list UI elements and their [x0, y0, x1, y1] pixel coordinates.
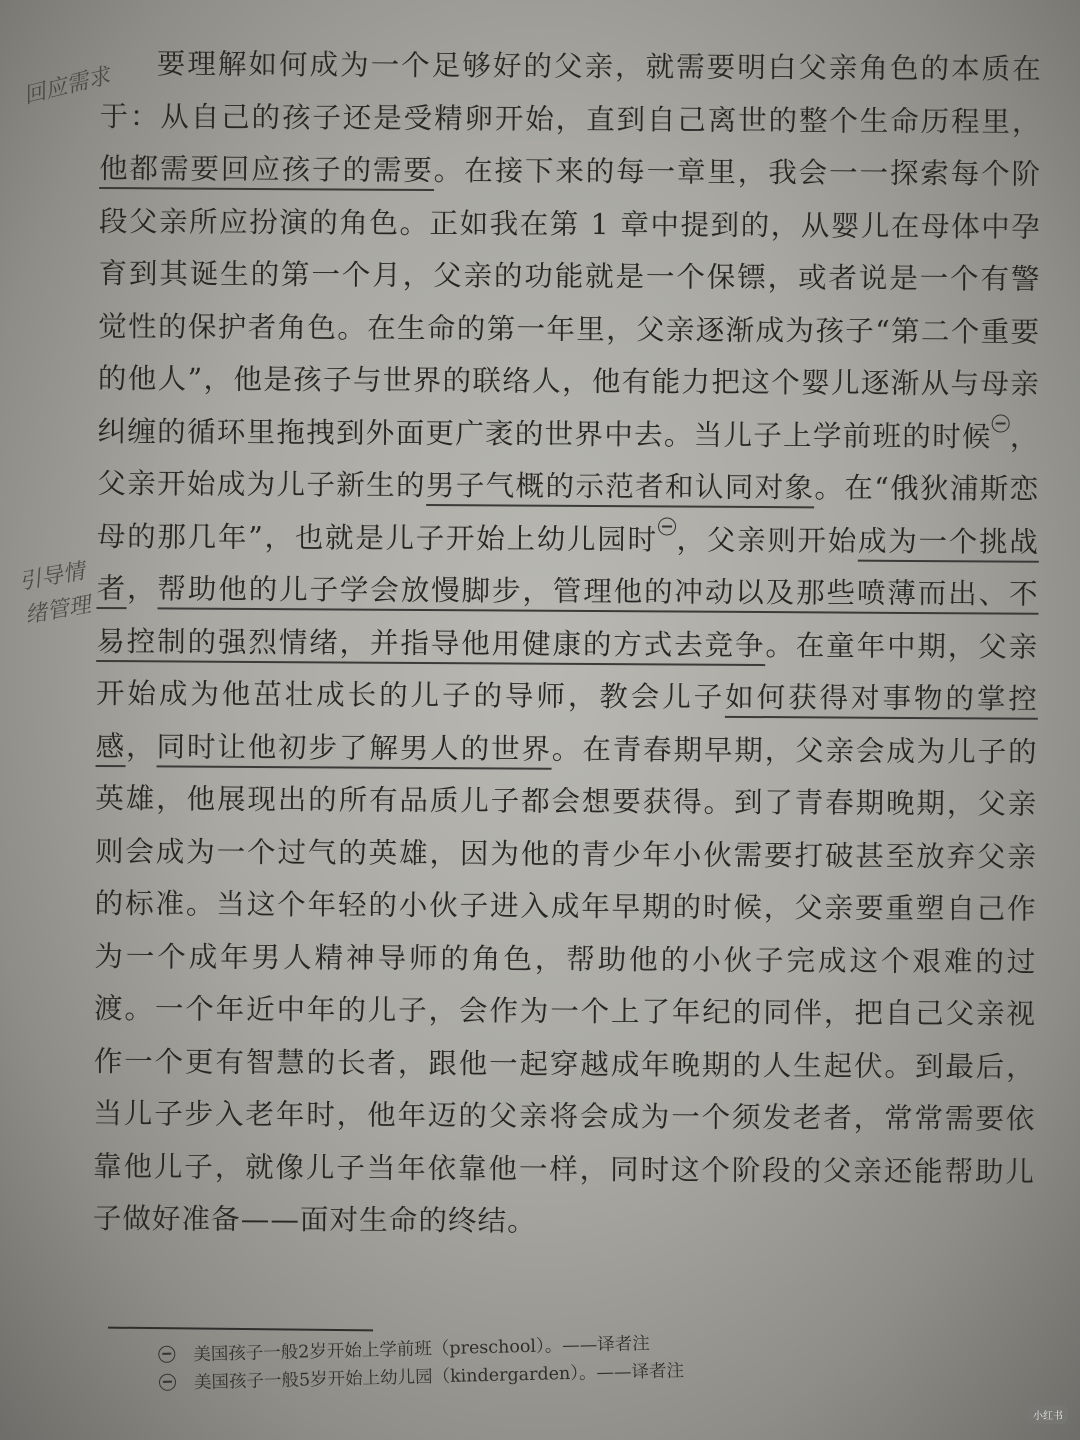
text-segment: 。在青春期早期，父亲会成为儿子的英雄，他展现出的所有品质儿子都会想要获得。到了青春期晚期，父亲则会成为一个过气的英雄，因为他的青少年小伙需要打破甚至放弃父亲的标准。当这个年轻的小伙子进入成年早期的时候，父亲要重塑自己作为一个成年男人精神导师的角色，帮助他的小伙子完成这个艰难的过渡。一个年近中年的儿子，会作为一个上了年纪的同伴，把自己父亲视作一个更有智慧的长者，跟他一起穿越成年晚期的人生起伏。到最后，当儿子步入老年时，他年迈的父亲将会成为一个须发老者，常常需要依靠他儿子，就像儿子当年依靠他一样，同时这个阶段的父亲还能帮助儿子做好准备——面对生命的终结。	[92, 732, 1038, 1238]
footnote-text: 美国孩子一般5岁开始上幼儿园（kindergarden）。	[193, 1363, 597, 1394]
handwritten-note-emotion: 引导情绪管理	[17, 559, 93, 629]
footnote-text: 美国孩子一般2岁开始上学前班（preschool）。	[193, 1336, 563, 1366]
underlined-text: 男子气概的示范者和认同对象	[426, 469, 815, 508]
text-segment: ，父亲则开始	[675, 523, 859, 558]
footnote-circle-icon	[158, 1346, 175, 1363]
main-paragraph	[93, 38, 1042, 1251]
text-segment: ，	[126, 572, 158, 606]
text-segment: 。在接下来的每一章里，我会一一探索每个阶段父亲所应扮演的角色。正如我在第 1 章中提到的，从婴儿在母体中孕育到其诞生的第一个月，父亲的功能就是一个保镖，或者说是一个有警觉性的保护者角色。在生命的第一年里，父亲逐渐成为孩子“第二个重要的他人”，他是孩子与世界的联络人，他有能力把这个婴儿逐渐从与母亲纠缠的循环里拖拽到外面更广袤的世界中去。当儿子上学前班的时候	[97, 154, 1042, 453]
text-segment: 。在“俄狄浦斯恋母的那几年”，也就是儿子开始上幼儿园时	[96, 471, 1040, 556]
footnote-circle-icon	[159, 1374, 176, 1391]
footnote-marker-1	[992, 414, 1010, 432]
footnotes	[158, 1325, 859, 1398]
footnote-marker-2	[658, 517, 676, 535]
underlined-text: 如何获得对事物的掌控感	[96, 681, 1039, 767]
underlined-text: 同时让他初步了解男人的世界	[156, 730, 552, 769]
footnote-credit: ——译者注	[562, 1333, 650, 1357]
text-segment: ，父亲开始成为儿子新生的	[97, 420, 1040, 502]
underlined-text: 帮助他的儿子学会放慢脚步，管理他的冲动以及那些喷薄而出、不易控制的强烈情绪，并指导他用健康的方式去竞争	[96, 572, 1039, 665]
text-segment: 。在童年中期，父亲开始成为他茁壮成长的儿子的导师，教会儿子	[95, 628, 1039, 714]
footnote-credit: ——译者注	[596, 1361, 685, 1384]
text-segment: ，	[125, 729, 157, 763]
watermark-logo: 小红书	[1028, 1405, 1068, 1424]
footnote-divider	[108, 1327, 373, 1332]
text-segment: 要理解如何成为一个足够好的父亲，就需要明白父亲角色的本质在于：从自己的孩子还是受精卵开始，直到自己离世的整个生命历程里，	[99, 47, 1042, 139]
underlined-text: 他都需要回应孩子的需要	[99, 152, 434, 191]
handwritten-note-respond: 回应需求	[21, 63, 113, 110]
underlined-text: 成为一个挑战者	[97, 524, 1040, 609]
